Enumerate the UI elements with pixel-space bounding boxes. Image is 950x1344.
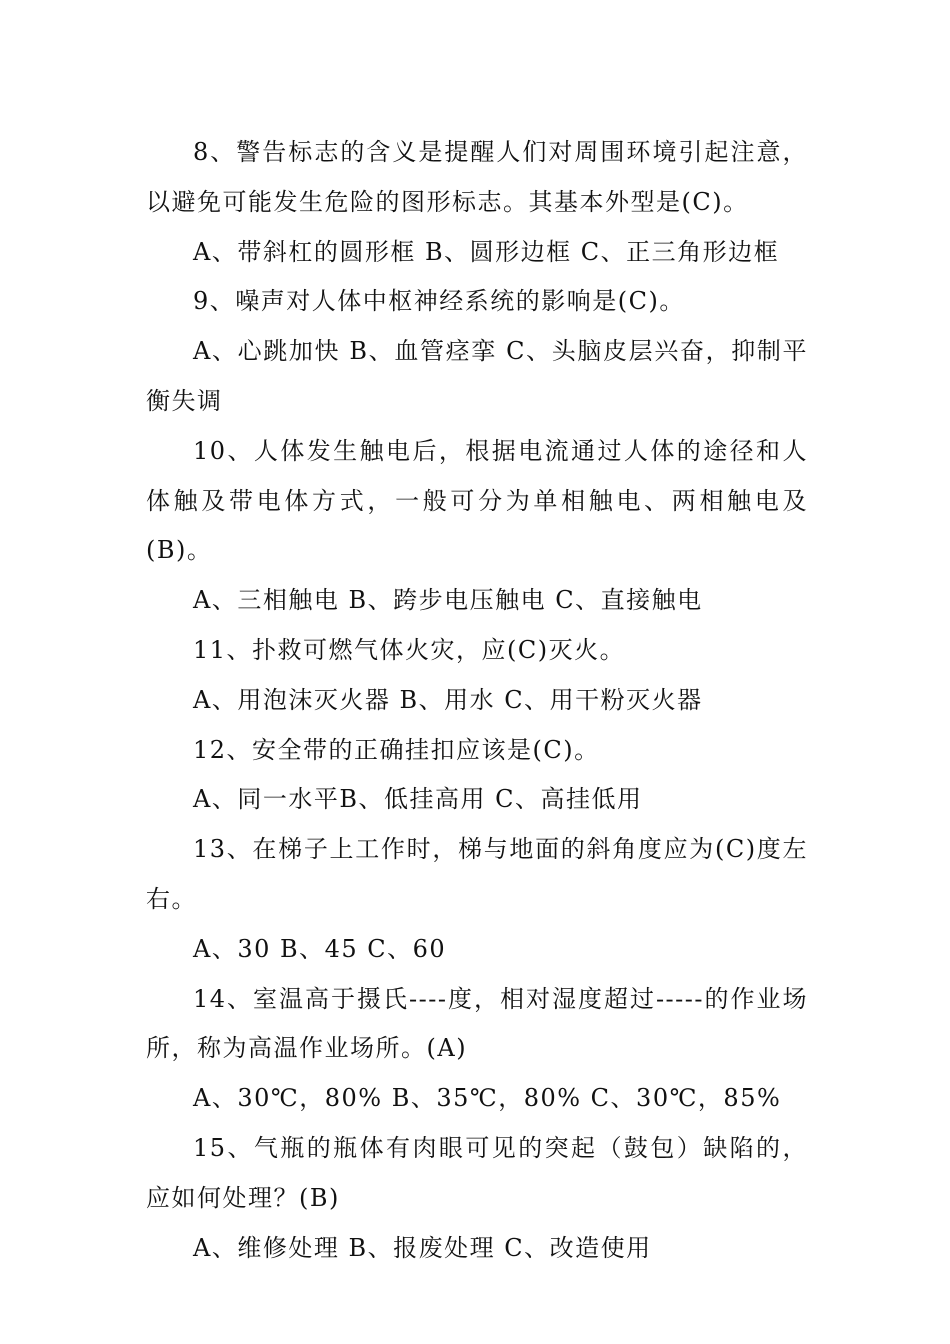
question-11: 11、扑救可燃气体火灾，应(C)灭火。 [193,635,626,664]
question-8: 8、警告标志的含义是提醒人们对周围环境引起注意，以避免可能发生危险的图形标志。其基本外型是(C)。 [146,138,808,216]
question-15: 15、气瓶的瓶体有肉眼可见的突起（鼓包）缺陷的，应如何处理？(B) [146,1133,808,1212]
options-9: A、心跳加快 B、血管痉挛 C、头脑皮层兴奋，抑制平衡失调 [146,337,808,415]
question-10: 10、人体发生触电后，根据电流通过人体的途径和人体触及带电体方式，一般可分为单相触电、两相触电及(B)。 [146,436,808,565]
options-8: A、带斜杠的圆形框 B、圆形边框 C、正三角形边框 [193,237,780,266]
options-12: A、同一水平B、低挂高用 C、高挂低用 [193,785,643,814]
options-10: A、三相触电 B、跨步电压触电 C、直接触电 [193,586,703,615]
options-14: A、30℃，80% B、35℃，80% C、30℃，85% [193,1084,782,1113]
document-body [146,128,808,1273]
question-13: 13、在梯子上工作时，梯与地面的斜角度应为(C)度左右。 [146,835,808,913]
options-13: A、30 B、45 C、60 [193,934,447,963]
question-14: 14、室温高于摄氏----度，相对湿度超过-----的作业场所，称为高温作业场所。(A) [146,984,808,1063]
options-11: A、用泡沫灭火器 B、用水 C、用干粉灭火器 [193,685,703,714]
question-12: 12、安全带的正确挂扣应该是(C)。 [193,735,600,764]
options-15: A、维修处理 B、报废处理 C、改造使用 [193,1233,652,1262]
question-9: 9、噪声对人体中枢神经系统的影响是(C)。 [193,287,685,316]
